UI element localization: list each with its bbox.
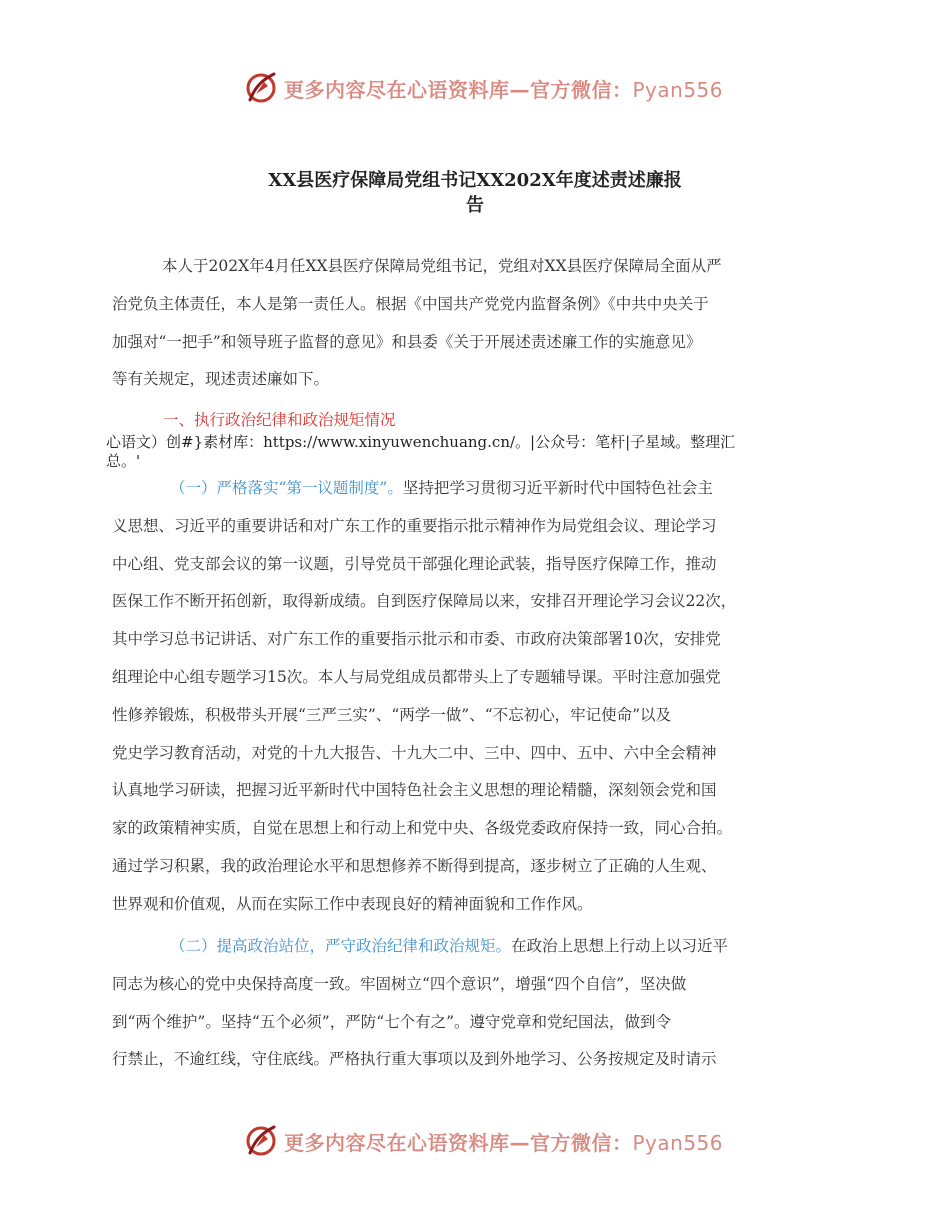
paragraph-line: 通过学习积累，我的政治理论水平和思想修养不断得到提高，逐步树立了正确的人生观、 [112, 856, 717, 875]
subsection-1-paragraph [112, 470, 857, 924]
intro-line: 加强对“一把手”和领导班子监督的意见》和县委《关于开展述责述廉工作的实施意见》 [112, 332, 702, 351]
paragraph-line: 性修养锻炼，积极带头开展“三严三实”、“两学一做”、“不忘初心，牢记使命”以及 [112, 705, 672, 724]
title-line-1: XX县医疗保障局党组书记XX202X年度述责述廉报 [268, 170, 682, 191]
logo-icon [244, 70, 278, 106]
paragraph-line: 义思想、习近平的重要讲话和对广东工作的重要指示批示精神作为局党组会议、理论学习 [112, 516, 717, 535]
paragraph-line: 组理论中心组专题学习15次。本人与局党组成员都带头上了专题辅导课。平时注意加强党 [112, 667, 721, 686]
paragraph-line: 世界观和价值观，从而在实际工作中表现良好的精神面貌和工作作风。 [112, 894, 593, 913]
title-line-2: 告 [466, 195, 484, 216]
source-note [106, 433, 866, 471]
banner-wechat-id: Pyan556 [632, 1130, 724, 1155]
logo-icon [244, 1123, 278, 1159]
intro-paragraph [112, 248, 857, 399]
paragraph-line: （二）提高政治站位，严守政治纪律和政治规矩。在政治上思想上行动上以习近平 [170, 937, 729, 955]
section-heading-1: 一、执行政治纪律和政治规矩情况 [163, 411, 396, 429]
paragraph-line: 中心组、党支部会议的第一议题，引导党员干部强化理论武装，指导医疗保障工作，推动 [112, 554, 717, 573]
intro-line: 本人于202X年4月任XX县医疗保障局党组书记，党组对XX县医疗保障局全面从严 [162, 257, 722, 275]
banner-text: 更多内容尽在心语资料库—官方微信：Pyan556 [284, 77, 724, 102]
paragraph-line: （一）严格落实“第一议题制度”。坚持把学习贯彻习近平新时代中国特色社会主 [170, 479, 713, 497]
subsection-2-heading: （二）提高政治站位，严守政治纪律和政治规矩。 [170, 937, 512, 955]
paragraph-line: 家的政策精神实质，自觉在思想上和行动上和党中央、各级党委政府保持一致，同心合拍。 [112, 819, 733, 838]
banner-wechat-id: Pyan556 [632, 77, 724, 102]
paragraph-line: 其中学习总书记讲话、对广东工作的重要指示批示和市委、市政府决策部署10次，安排党 [112, 630, 721, 649]
paragraph-line: 医保工作不断开拓创新，取得新成绩。自到医疗保障局以来，安排召开理论学习会议22次， [112, 592, 737, 611]
subsection-2-paragraph [112, 928, 857, 1079]
paragraph-line: 到“两个维护”。坚持“五个必须”，严防“七个有之”。遵守党章和党纪国法，做到令 [112, 1012, 672, 1031]
paragraph-line: 同志为核心的党中央保持高度一致。牢固树立“四个意识”，增强“四个自信”，坚决做 [112, 974, 687, 993]
paragraph-line: 行禁止，不逾红线，守住底线。严格执行重大事项以及到外地学习、公务按规定及时请示 [112, 1050, 717, 1069]
footer-banner [244, 1123, 723, 1159]
source-note-line-1: 心语文）创#}素材库：https://www.xinyuwenchuang.cn/。|公众号：笔杆|子星域。整理汇 [106, 433, 736, 451]
intro-line: 等有关规定，现述责述廉如下。 [112, 370, 330, 389]
header-banner [244, 70, 723, 106]
paragraph-line: 党史学习教育活动，对党的十九大报告、十九大二中、三中、四中、五中、六中全会精神 [112, 743, 717, 762]
intro-line: 治党负主体责任，本人是第一责任人。根据《中国共产党党内监督条例》《中共中央关于 [112, 294, 709, 313]
banner-text: 更多内容尽在心语资料库—官方微信：Pyan556 [284, 1130, 724, 1155]
document-title [180, 168, 770, 218]
source-note-line-2: 总。' [106, 452, 141, 470]
paragraph-line: 认真地学习研读，把握习近平新时代中国特色社会主义思想的理论精髓，深刻领会党和国 [112, 781, 717, 800]
subsection-1-heading: （一）严格落实“第一议题制度”。 [170, 479, 403, 497]
